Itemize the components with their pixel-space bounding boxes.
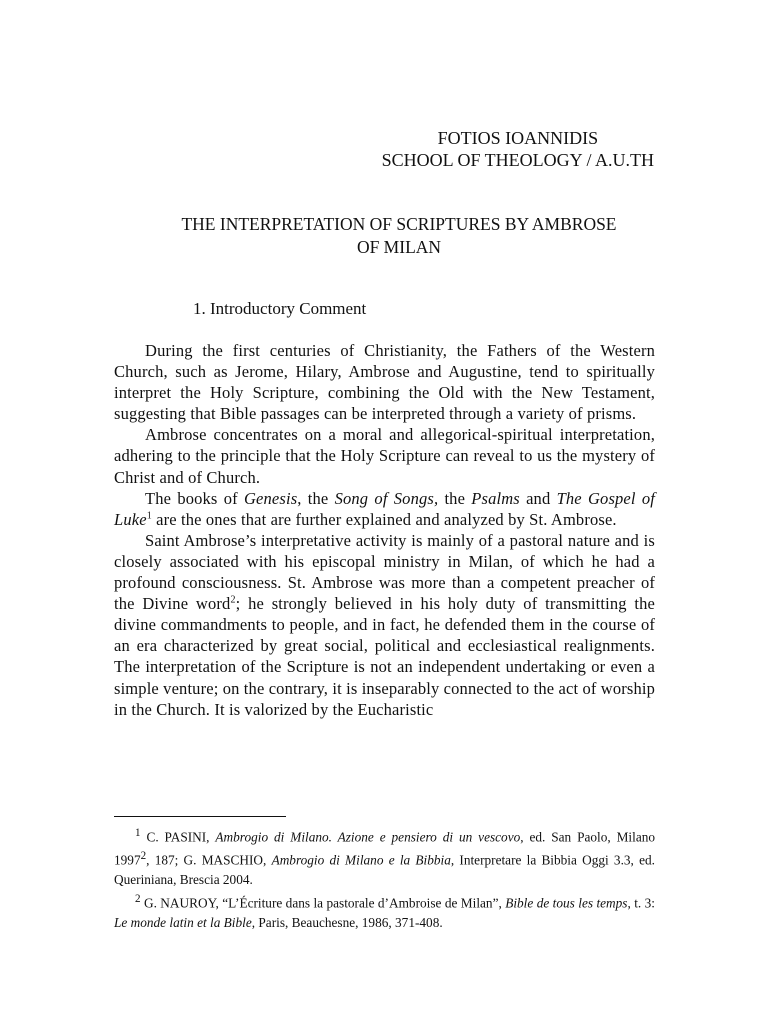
gospel-of-luke-title: The Gospel of Luke	[114, 488, 655, 529]
footnote-ref-1[interactable]: 1	[146, 510, 152, 522]
p3-text-3: the	[438, 488, 472, 508]
section-heading: 1. Introductory Comment	[193, 299, 367, 318]
footnote-2-number: 2	[135, 892, 141, 905]
footnotes	[114, 824, 655, 932]
p3-text-1: The books of	[145, 488, 244, 508]
paper-title	[114, 213, 684, 259]
p3-text-2: , the	[297, 488, 335, 508]
fn1-text-4: , Interpretare la Bibbia Oggi 3.3, ed. Queriniana, Brescia 2004.	[114, 852, 655, 888]
footnote-1-number: 1	[135, 827, 141, 839]
footnote-1	[114, 824, 655, 890]
genesis-title: Genesis	[243, 488, 298, 508]
fn2-italic-2: Le monde latin et la Bible	[114, 914, 252, 930]
p3-text-5: are the ones that are further explained and analyzed by St. Ambrose.	[151, 509, 617, 529]
fn2-text-2: , t. 3:	[627, 895, 655, 911]
paragraph-1: During the first centuries of Christianity, the Fathers of the Western Church, such as Jerome, Hilary, Ambrose and Augustine, tend to spiritually interpret the Holy Scripture, combining the Old with the New Testament, suggesting that Bible passages can be interpreted through a variety of prisms.	[114, 341, 655, 424]
fn1-edition-sup: 2	[140, 850, 147, 863]
fn2-text-3: , Paris, Beauchesne, 1986, 371-408.	[251, 914, 443, 930]
fn1-text-2: , ed. San Paolo, Milano 1997	[114, 829, 656, 868]
song-of-songs-title: Song of Songs,	[334, 488, 439, 508]
footnote-2	[114, 890, 655, 933]
psalms-title: Psalms	[471, 488, 520, 508]
p4-text-1: Saint Ambrose’s interpretative activity is mainly of a pastoral nature and is closely associated with his episcopal ministry in Milan, of which he had a profound consciousness. St. Ambrose was more than a competent preacher of the Divine word	[114, 530, 655, 614]
paragraph-2: Ambrose concentrates on a moral and allegorical-spiritual interpretation, adhering to the principle that the Holy Scripture can reveal to us the mystery of Christ and of Church.	[114, 425, 655, 487]
title-line-1: THE INTERPRETATION OF SCRIPTURES BY AMBROSE	[181, 214, 617, 234]
paragraph-3	[114, 488, 655, 530]
title-line-2: OF MILAN	[356, 237, 442, 257]
footnote-separator	[114, 816, 286, 817]
fn1-text-3: , 187; G. MASCHIO,	[146, 852, 272, 868]
body-text	[114, 340, 655, 720]
fn1-italic-2: Ambrogio di Milano e la Bibbia	[271, 852, 451, 868]
fn1-text-1: C. PASINI,	[140, 829, 216, 845]
fn2-italic-1: Bible de tous les temps	[505, 895, 628, 911]
paragraph-4	[114, 530, 655, 720]
author-affiliation: SCHOOL OF THEOLOGY / A.U.TH	[381, 150, 654, 170]
author-name: FOTIOS IOANNIDIS	[437, 128, 599, 148]
p4-text-2: ; he strongly believed in his holy duty of transmitting the divine commandments to people, and in fact, he defended them in the course of an era characterized by great social, political and ecclesiastical realignments. The interpretation of the Scripture is not an independent undertaking or even a simple venture; on the contrary, it is inseparably connected to the act of worship in the Church. It is valorized by the Eucharistic	[114, 594, 655, 719]
footnote-ref-2[interactable]: 2	[230, 594, 236, 606]
fn2-text-1: G. NAUROY, “L’Écriture dans la pastorale d’Ambroise de Milan”,	[140, 895, 506, 911]
author-block	[382, 127, 654, 171]
p3-text-4: and	[519, 488, 557, 508]
fn1-italic-1: Ambrogio di Milano. Azione e pensiero di un vescovo	[215, 829, 521, 845]
